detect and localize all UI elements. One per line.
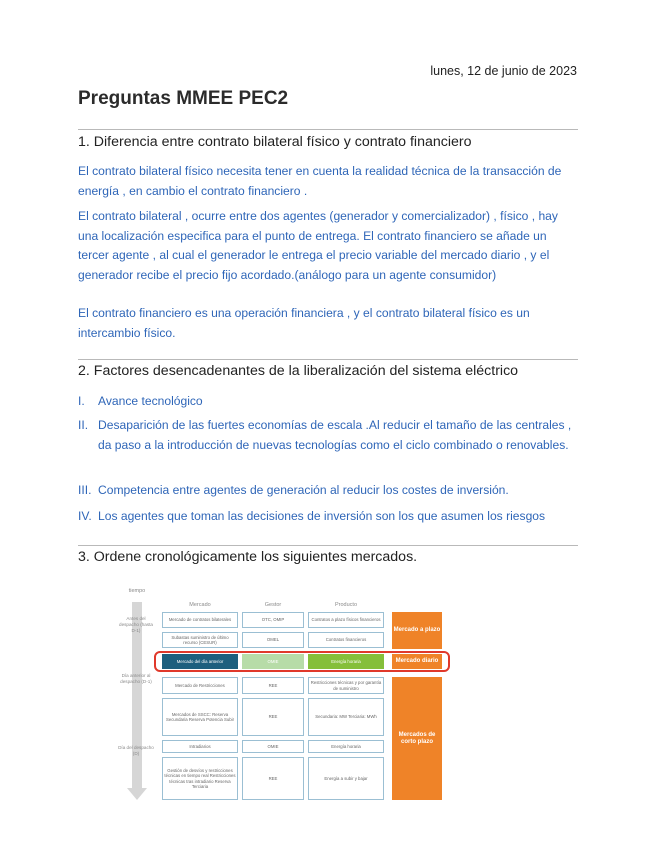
list-item bbox=[78, 507, 578, 527]
table-cell: REE bbox=[242, 698, 304, 736]
table-cell-highlighted: OMIE bbox=[242, 654, 304, 669]
side-label-mercados-corto-plazo: Mercados de corto plazo bbox=[392, 677, 442, 800]
list-number: III. bbox=[78, 483, 92, 497]
table-cell: Contratos financieros bbox=[308, 632, 384, 648]
table-cell: Energía a subir y bajar bbox=[308, 757, 384, 800]
side-label-mercado-diario: Mercado diario bbox=[392, 654, 442, 669]
list-number: IV. bbox=[78, 509, 92, 523]
page-title: Preguntas MMEE PEC2 bbox=[78, 88, 289, 109]
table-cell: Subastas suministro de último recurso (CESUR) bbox=[162, 632, 238, 648]
column-header-producto: Producto bbox=[334, 602, 357, 608]
list-item bbox=[78, 392, 578, 412]
timeline-label: Día del despacho (D) bbox=[118, 745, 154, 756]
list-item bbox=[78, 481, 578, 501]
highlight-outline bbox=[154, 651, 450, 672]
answer-1-paragraph: El contrato financiero es una operación financiera , y el contrato bilateral físico es un intercambio físico. bbox=[78, 306, 530, 340]
divider bbox=[78, 129, 578, 130]
table-cell: REE bbox=[242, 677, 304, 694]
list-text: Desaparición de las fuertes economías de escala .Al reducir el tamaño de las centrales , da paso a la introducción de nuevas tecnologías como el ciclo combinado o renovables. bbox=[98, 418, 572, 452]
document-date: lunes, 12 de junio de 2023 bbox=[430, 64, 577, 78]
table-cell: OTC, OMIP bbox=[242, 612, 304, 628]
side-label-mercado-plazo: Mercado a plazo bbox=[392, 612, 442, 649]
table-cell: Intradiarios bbox=[162, 740, 238, 753]
list-number: II. bbox=[78, 418, 89, 432]
column-header-time: tiempo bbox=[128, 588, 146, 594]
timeline-label: Antes del despacho (hasta D-1) bbox=[119, 616, 153, 633]
timeline-label: Día anterior al despacho (D-1) bbox=[120, 673, 152, 684]
column-header-gestor: Gestor bbox=[264, 602, 282, 608]
table-cell: OMIE bbox=[242, 740, 304, 753]
answer-1-paragraph: El contrato bilateral físico necesita tener en cuenta la realidad técnica de la transacción de energía , en cambio el contrato financiero . bbox=[78, 164, 562, 198]
list-text: Los agentes que toman las decisiones de inversión son los que asumen los riesgos bbox=[98, 509, 546, 523]
divider bbox=[78, 359, 578, 360]
table-cell: Gestión de desvíos y restricciones técnicas en tiempo real Restricciones técnicas tras intradiario Reserva Terciaria bbox=[162, 757, 238, 800]
divider bbox=[78, 545, 578, 546]
column-header-mercado: Mercado bbox=[189, 602, 211, 608]
table-cell-highlighted: Energía horaria bbox=[308, 654, 384, 669]
question-1-heading: 1. Diferencia entre contrato bilateral físico y contrato financiero bbox=[78, 134, 472, 150]
table-cell: Mercado de Restricciones bbox=[162, 677, 238, 694]
table-cell: OMEL bbox=[242, 632, 304, 648]
table-cell: Restricciones técnicas y por garantía de suministro bbox=[308, 677, 384, 694]
question-3-heading: 3. Ordene cronológicamente los siguientes mercados. bbox=[78, 549, 418, 565]
question-2-heading: 2. Factores desencadenantes de la liberalización del sistema eléctrico bbox=[78, 363, 519, 379]
table-cell: Contratos a plazo físicos financieros bbox=[308, 612, 384, 628]
table-cell: Secundaria: MW Terciaria: MWh bbox=[308, 698, 384, 736]
table-cell: Mercado de contratos bilaterales bbox=[162, 612, 238, 628]
table-cell: Energía horaria bbox=[308, 740, 384, 753]
table-cell-highlighted: Mercado del día anterior bbox=[162, 654, 238, 669]
table-cell: Mercados de SSCC: Reserva Secundaria Reserva Potencia Subir bbox=[162, 698, 238, 736]
answer-1-paragraph: El contrato bilateral , ocurre entre dos agentes (generador y comercializador) , físico , hay una localización especifica para el punto de entrega. El contrato financiero se añade un tercer agente , al cual el generador le entrega el precio variable del mercado diario , y el generador recibe el precio fijo acordado.(análogo para un agente consumidor) bbox=[78, 209, 558, 282]
markets-figure bbox=[112, 588, 442, 800]
list-text: Competencia entre agentes de generación al reducir los costes de inversión. bbox=[98, 483, 509, 497]
list-number: I. bbox=[78, 394, 85, 408]
list-item bbox=[78, 416, 578, 455]
table-cell: REE bbox=[242, 757, 304, 800]
list-text: Avance tecnológico bbox=[98, 394, 203, 408]
timeline-arrowhead bbox=[127, 788, 147, 800]
